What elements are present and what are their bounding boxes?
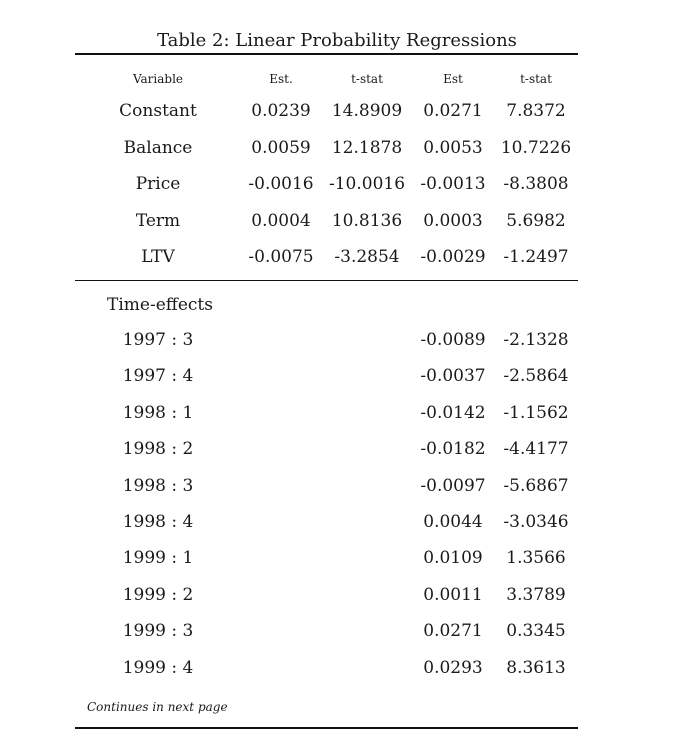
period-label: 1999 : 2 [122, 585, 194, 605]
estimate-model-2: -0.0142 [420, 403, 486, 423]
period-label: 1998 : 2 [122, 439, 194, 459]
estimate-model-2: 0.0293 [423, 658, 483, 678]
period-label: 1998 : 4 [122, 512, 194, 532]
tstat-model-2: 10.7226 [500, 138, 572, 158]
header-variable: Variable [132, 72, 184, 86]
variable-name: Price [135, 174, 181, 194]
period-label: 1998 : 1 [122, 403, 194, 423]
tstat-model-2: -8.3808 [503, 174, 569, 194]
continuation-note: Continues in next page [87, 700, 228, 714]
tstat-model-1: 10.8136 [331, 211, 403, 231]
estimate-model-1: 0.0239 [251, 101, 311, 121]
period-label: 1997 : 3 [122, 330, 194, 350]
estimate-model-2: 0.0053 [423, 138, 483, 158]
table-title: Table 2: Linear Probability Regressions [157, 30, 517, 51]
tstat-model-2: -2.1328 [503, 330, 569, 350]
estimate-model-1: 0.0059 [251, 138, 311, 158]
tstat-model-2: -1.1562 [503, 403, 569, 423]
estimate-model-2: -0.0182 [420, 439, 486, 459]
middle-rule [75, 280, 578, 281]
tstat-model-2: -4.4177 [503, 439, 569, 459]
tstat-model-2: 7.8372 [506, 101, 566, 121]
tstat-model-1: 12.1878 [331, 138, 403, 158]
period-label: 1998 : 3 [122, 476, 194, 496]
tstat-model-2: -3.0346 [503, 512, 569, 532]
estimate-model-2: -0.0089 [420, 330, 486, 350]
estimate-model-2: 0.0044 [423, 512, 483, 532]
tstat-model-2: 0.3345 [506, 621, 566, 641]
top-rule [75, 53, 578, 55]
period-label: 1999 : 3 [122, 621, 194, 641]
variable-name: Balance [123, 138, 193, 158]
estimate-model-2: -0.0097 [420, 476, 486, 496]
estimate-model-2: -0.0029 [420, 247, 486, 267]
estimate-model-2: 0.0271 [423, 621, 483, 641]
tstat-model-1: -10.0016 [328, 174, 406, 194]
header-tstat-1: t-stat [351, 72, 383, 86]
estimate-model-2: 0.0271 [423, 101, 483, 121]
variable-name: Term [135, 211, 181, 231]
tstat-model-2: -5.6867 [503, 476, 569, 496]
variable-name: Constant [119, 101, 197, 121]
tstat-model-1: -3.2854 [334, 247, 400, 267]
period-label: 1999 : 4 [122, 658, 194, 678]
tstat-model-2: -2.5864 [503, 366, 569, 386]
header-tstat-2: t-stat [520, 72, 552, 86]
estimate-model-2: 0.0109 [423, 548, 483, 568]
estimate-model-2: 0.0003 [423, 211, 483, 231]
estimate-model-2: -0.0037 [420, 366, 486, 386]
estimate-model-1: -0.0075 [248, 247, 314, 267]
tstat-model-2: 3.3789 [506, 585, 566, 605]
section-label-time-effects: Time-effects [107, 295, 213, 315]
tstat-model-2: 8.3613 [506, 658, 566, 678]
period-label: 1997 : 4 [122, 366, 194, 386]
estimate-model-2: -0.0013 [420, 174, 486, 194]
tstat-model-2: 5.6982 [506, 211, 566, 231]
tstat-model-2: -1.2497 [503, 247, 569, 267]
variable-name: LTV [141, 247, 175, 267]
estimate-model-1: -0.0016 [248, 174, 314, 194]
tstat-model-1: 14.8909 [331, 101, 403, 121]
header-est-1: Est. [269, 72, 293, 86]
bottom-rule [75, 727, 578, 729]
header-est-2: Est [443, 72, 463, 86]
estimate-model-1: 0.0004 [251, 211, 311, 231]
tstat-model-2: 1.3566 [506, 548, 566, 568]
estimate-model-2: 0.0011 [423, 585, 483, 605]
period-label: 1999 : 1 [122, 548, 194, 568]
